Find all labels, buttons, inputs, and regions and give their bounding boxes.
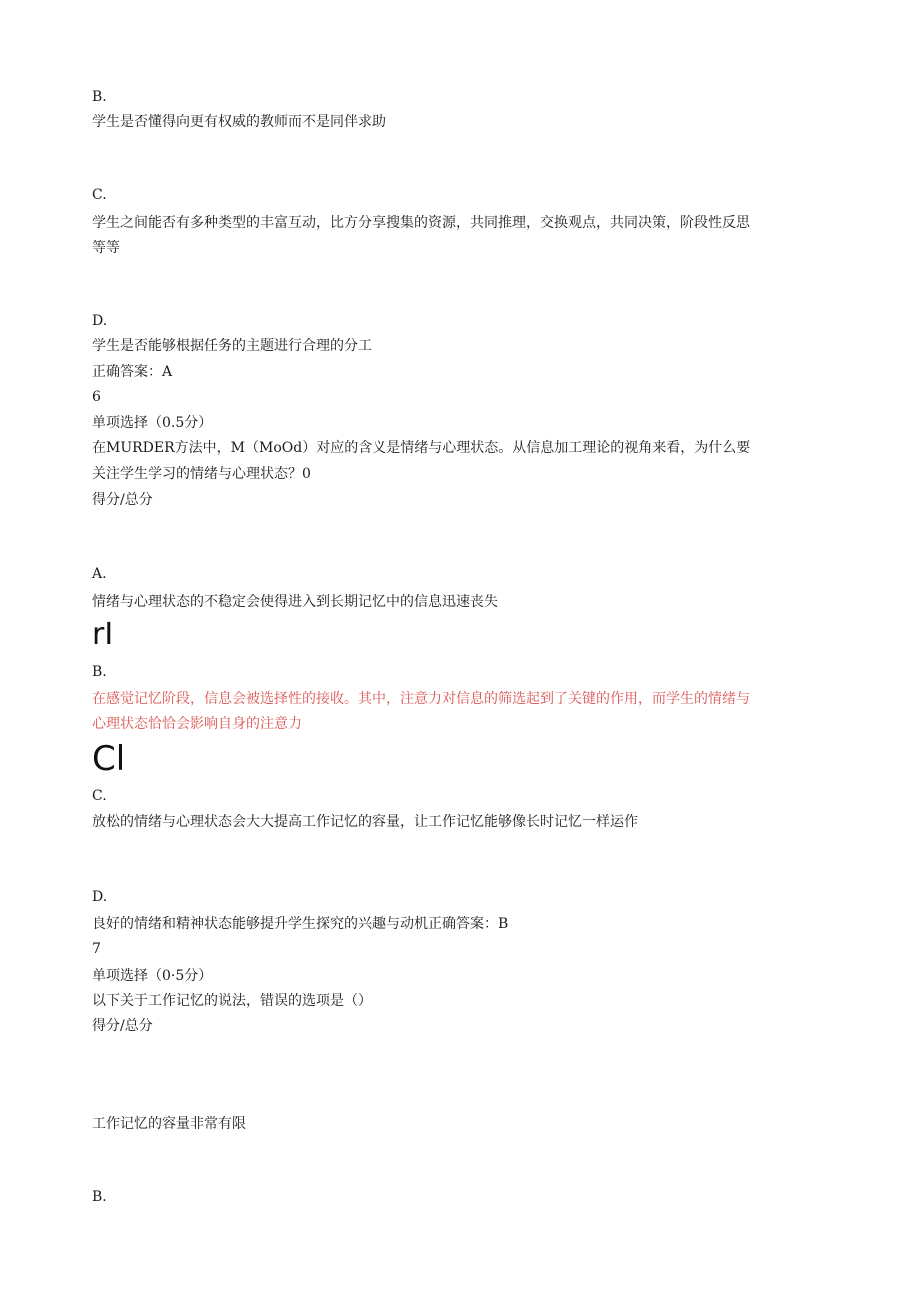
q6-option-a-text: 情绪与心理状态的不稳定会使得进入到长期记忆中的信息迅速丧失: [92, 594, 498, 610]
q6-option-c-text: 放松的情绪与心理状态会大大提高工作记忆的容量，让工作记忆能够像长时记忆一样运作: [92, 814, 638, 830]
q6-mark-a: rI: [92, 617, 114, 652]
q5-option-d-text: 学生是否能够根据任务的主题进行合理的分工: [92, 338, 372, 354]
q5-option-b-text: 学生是否懂得向更有权威的教师而不是同伴求助: [92, 114, 386, 130]
q7-number: 7: [92, 941, 101, 957]
q6-stem-line1: 在MURDER方法中，M（MoOd）对应的含义是情绪与心理状态。从信息加工理论的视角来看，为什么要: [92, 440, 751, 456]
q6-option-a-letter: A.: [92, 566, 107, 582]
q7-score: 得分/总分: [92, 1018, 153, 1034]
q6-option-d-letter: D.: [92, 889, 108, 905]
q7-stem: 以下关于工作记忆的说法，错误的选项是（）: [92, 993, 372, 1009]
q5-answer: 正确答案：A: [92, 364, 173, 380]
q6-stem-line2: 关注学生学习的情绪与心理状态？0: [92, 466, 311, 482]
q6-option-b-line1: 在感觉记忆阶段，信息会被选择性的接收。其中，注意力对信息的筛选起到了关键的作用，而学生的情绪与: [92, 691, 750, 707]
q5-option-c-line2: 等等: [92, 240, 120, 256]
q6-number: 6: [92, 389, 101, 405]
q6-mark-b: Cl: [92, 739, 126, 779]
q7-option-b-letter: B.: [92, 1189, 107, 1205]
q5-option-b-letter: B.: [92, 89, 107, 105]
q5-option-c-line1: 学生之间能否有多种类型的丰富互动，比方分享搜集的资源，共同推理，交换观点，共同决策，阶段性反思: [92, 215, 750, 231]
q5-option-d-letter: D.: [92, 313, 108, 329]
q6-option-d-text: 良好的情绪和精神状态能够提升学生探究的兴趣与动机正确答案：B: [92, 916, 509, 932]
q5-option-c-letter: C.: [92, 187, 107, 203]
q6-option-b-letter: B.: [92, 664, 107, 680]
q6-type: 单项选择（0.5分）: [92, 415, 213, 431]
q6-option-c-letter: C.: [92, 788, 107, 804]
q7-option-a-text: 工作记忆的容量非常有限: [92, 1116, 246, 1132]
q6-option-b-line2: 心理状态恰恰会影响自身的注意力: [92, 716, 302, 732]
q7-type: 单项选择（0·5分）: [92, 968, 213, 984]
q6-score: 得分/总分: [92, 492, 153, 508]
